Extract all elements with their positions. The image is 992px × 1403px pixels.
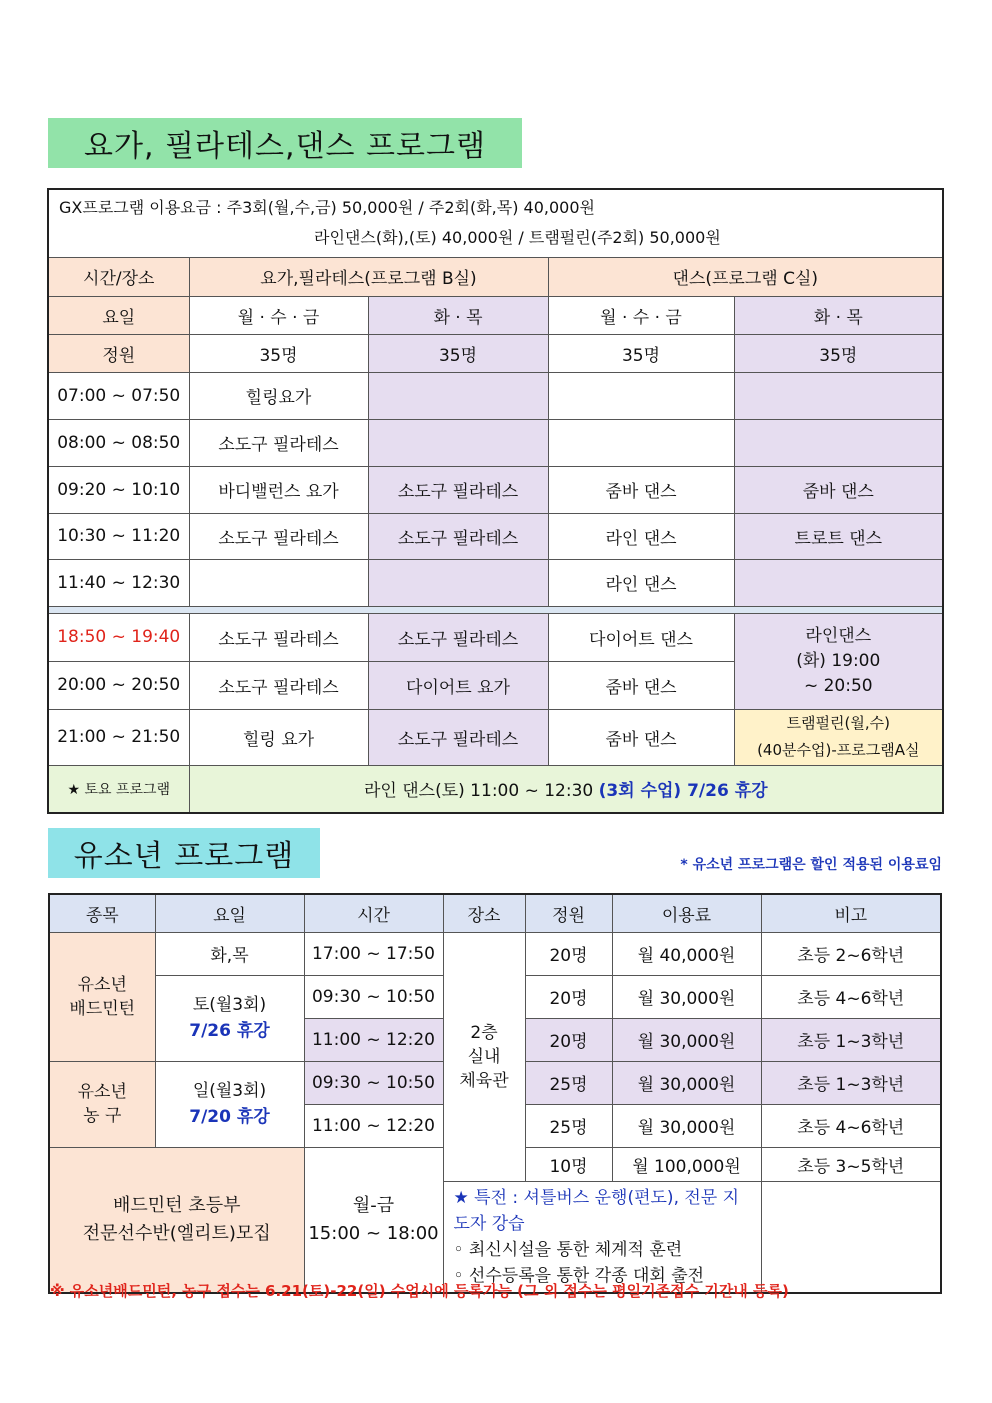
class-cell	[734, 559, 943, 606]
elite-program-cell	[49, 1147, 304, 1293]
basketball-off-day: 7/20 휴강	[189, 1107, 270, 1127]
elite-title-2: 전문선수반(엘리트)모집	[82, 1222, 271, 1244]
time-cell: 20:00 ~ 20:50	[48, 661, 189, 709]
table-row	[48, 613, 943, 661]
time-cell: 09:30 ~ 10:50	[304, 1061, 443, 1104]
class-cell: 소도구 필라테스	[189, 513, 368, 559]
time-cell: 17:00 ~ 17:50	[304, 932, 443, 975]
saturday-program	[189, 765, 943, 813]
note-cell: 초등 1~3학년	[761, 1061, 941, 1104]
class-cell: 다이어트 요가	[368, 661, 548, 709]
head-capacity: 정원	[525, 894, 612, 932]
time-cell: 07:00 ~ 07:50	[48, 372, 189, 419]
capacity-cell: 20명	[525, 1018, 612, 1061]
basketball-sport-cell	[49, 1061, 155, 1147]
time-cell: 09:30 ~ 10:50	[304, 975, 443, 1018]
class-cell: 소도구 필라테스	[189, 613, 368, 661]
fee-cell: 월 30,000원	[612, 1061, 761, 1104]
header-row	[48, 257, 943, 296]
table-row	[48, 466, 943, 513]
class-cell: 힐링 요가	[189, 709, 368, 765]
gx-schedule-table	[47, 188, 944, 814]
capacity-cell: 25명	[525, 1104, 612, 1147]
badminton-saturday: 토(월3회)	[192, 995, 267, 1015]
class-cell: 바디밸런스 요가	[189, 466, 368, 513]
note-cell: 초등 2~6학년	[761, 932, 941, 975]
note-cell: 초등 4~6학년	[761, 1104, 941, 1147]
class-cell: 다이어트 댄스	[548, 613, 734, 661]
table-row	[48, 419, 943, 466]
class-cell: 소도구 필라테스	[368, 709, 548, 765]
fee-cell: 월 100,000원	[612, 1147, 761, 1181]
fee-cell: 월 30,000원	[612, 975, 761, 1018]
head-yoga: 요가,필라테스(프로그램 B실)	[189, 257, 548, 296]
basketball-name-1: 유소년	[77, 1082, 127, 1102]
saturday-text: 라인 댄스(토) 11:00 ~ 12:30	[364, 781, 594, 802]
perk-line-2: ◦ 최신시설을 통한 체계적 훈련	[453, 1239, 683, 1260]
day-label: 요일	[48, 296, 189, 334]
class-cell: 라인 댄스	[548, 559, 734, 606]
class-cell: 줌바 댄스	[734, 466, 943, 513]
class-cell: 줌바 댄스	[548, 661, 734, 709]
class-cell	[548, 372, 734, 419]
header-row	[49, 894, 941, 932]
class-cell	[734, 419, 943, 466]
time-cell: 09:20 ~ 10:10	[48, 466, 189, 513]
perk-cell	[443, 1181, 761, 1293]
elite-time: 15:00 ~ 18:00	[308, 1222, 439, 1244]
place-line-2: 실내	[467, 1046, 501, 1067]
line-dance-day: (화) 19:00	[796, 650, 881, 671]
time-cell: 08:00 ~ 08:50	[48, 419, 189, 466]
capacity-cell: 35명	[368, 334, 548, 372]
time-cell: 21:00 ~ 21:50	[48, 709, 189, 765]
day-cell: 화 · 목	[734, 296, 943, 334]
fee-cell: 월 30,000원	[612, 1104, 761, 1147]
table-row	[48, 513, 943, 559]
capacity-cell: 20명	[525, 975, 612, 1018]
registration-footer-note: ※ 유소년배드민턴, 농구 접수는 6.21(토)-22(일) 수업시에 등록가능 (그 외 접수는 평일기존접수 기간내 등록)	[50, 1282, 789, 1300]
class-cell	[368, 372, 548, 419]
badminton-sport-cell	[49, 932, 155, 1061]
youth-program-banner: 유소년 프로그램	[48, 828, 320, 878]
note-cell: 초등 3~5학년	[761, 1147, 941, 1181]
place-line-3: 체육관	[459, 1070, 509, 1091]
class-cell: 소도구 필라테스	[368, 513, 548, 559]
class-cell	[734, 372, 943, 419]
table-row	[48, 372, 943, 419]
capacity-cell: 35명	[734, 334, 943, 372]
head-fee: 이용료	[612, 894, 761, 932]
badminton-off-day: 7/26 휴강	[189, 1021, 270, 1041]
badminton-name-1: 유소년	[77, 974, 127, 995]
class-cell	[368, 559, 548, 606]
capacity-cell: 25명	[525, 1061, 612, 1104]
line-dance-time: ~ 20:50	[803, 675, 873, 696]
head-dance: 댄스(프로그램 C실)	[548, 257, 943, 296]
separator-row	[48, 606, 943, 613]
time-cell: 11:40 ~ 12:30	[48, 559, 189, 606]
youth-discount-note: * 유소년 프로그램은 할인 적용된 이용료임	[680, 857, 942, 873]
basketball-day: 일(월3회)	[192, 1081, 267, 1101]
place-cell	[443, 932, 525, 1181]
head-place: 장소	[443, 894, 525, 932]
day-cell: 월 · 수 · 금	[548, 296, 734, 334]
trampoline-detail: (40분수업)-프로그램A실	[757, 741, 920, 759]
class-cell: 줌바 댄스	[548, 466, 734, 513]
perk-line-3: ◦ 선수등록을 통한 각종 대회 출전	[453, 1265, 705, 1286]
day-cell: 화,목	[155, 932, 304, 975]
capacity-cell: 20명	[525, 932, 612, 975]
class-cell: 힐링요가	[189, 372, 368, 419]
class-cell: 소도구 필라테스	[189, 661, 368, 709]
fee-row	[48, 189, 943, 257]
elite-title-1: 배드민턴 초등부	[113, 1194, 241, 1216]
class-cell: 트로트 댄스	[734, 513, 943, 559]
basketball-name-2: 농 구	[83, 1106, 122, 1126]
elite-day: 월-금	[352, 1194, 395, 1216]
fee-cell: 월 30,000원	[612, 1018, 761, 1061]
capacity-cell: 35명	[189, 334, 368, 372]
class-cell: 소도구 필라테스	[368, 613, 548, 661]
head-time: 시간/장소	[48, 257, 189, 296]
capacity-cell: 10명	[525, 1147, 612, 1181]
time-cell: 11:00 ~ 12:20	[304, 1104, 443, 1147]
day-cell	[155, 1061, 304, 1147]
day-cell: 월 · 수 · 금	[189, 296, 368, 334]
fee-cell: 월 40,000원	[612, 932, 761, 975]
time-cell: 18:50 ~ 19:40	[48, 613, 189, 661]
capacity-row	[48, 334, 943, 372]
note-cell: 초등 4~6학년	[761, 975, 941, 1018]
head-sport: 종목	[49, 894, 155, 932]
class-cell: 소도구 필라테스	[189, 419, 368, 466]
note-cell: 초등 1~3학년	[761, 1018, 941, 1061]
head-note: 비고	[761, 894, 941, 932]
line-dance-title: 라인댄스	[805, 625, 872, 646]
place-line-1: 2층	[470, 1022, 498, 1043]
saturday-note: (3회 수업) 7/26 휴강	[598, 781, 768, 802]
class-cell: 라인 댄스	[548, 513, 734, 559]
badminton-name-2: 배드민턴	[69, 998, 136, 1019]
saturday-row	[48, 765, 943, 813]
day-row	[48, 296, 943, 334]
capacity-label: 정원	[48, 334, 189, 372]
fee-line-2: 라인댄스(화),(토) 40,000원 / 트램펄린(주2회) 50,000원	[314, 228, 721, 248]
perk-line-1: ★ 특전 : 셔틀버스 운행(편도), 전문 지도자 강습	[453, 1187, 740, 1234]
youth-schedule-table	[48, 893, 942, 1294]
gx-program-banner: 요가, 필라테스,댄스 프로그램	[48, 118, 522, 168]
head-day: 요일	[155, 894, 304, 932]
separator	[48, 606, 943, 613]
fee-info	[48, 189, 943, 257]
time-cell: 10:30 ~ 11:20	[48, 513, 189, 559]
saturday-label: ★ 토요 프로그램	[48, 765, 189, 813]
capacity-cell: 35명	[548, 334, 734, 372]
elite-schedule-cell	[304, 1147, 443, 1293]
day-cell: 화 · 목	[368, 296, 548, 334]
class-cell: 소도구 필라테스	[368, 466, 548, 513]
time-cell: 11:00 ~ 12:20	[304, 1018, 443, 1061]
table-row	[49, 932, 941, 975]
class-cell	[189, 559, 368, 606]
head-time: 시간	[304, 894, 443, 932]
table-row	[48, 709, 943, 765]
fee-line-1: GX프로그램 이용요금 : 주3회(월,수,금) 50,000원 / 주2회(화,목) 40,000원	[59, 198, 595, 218]
day-cell	[155, 975, 304, 1061]
table-row	[48, 559, 943, 606]
class-cell	[368, 419, 548, 466]
class-cell	[548, 419, 734, 466]
trampoline-cell	[734, 709, 943, 765]
line-dance-cell	[734, 613, 943, 709]
trampoline-title: 트램펄린(월,수)	[786, 714, 890, 732]
class-cell: 줌바 댄스	[548, 709, 734, 765]
